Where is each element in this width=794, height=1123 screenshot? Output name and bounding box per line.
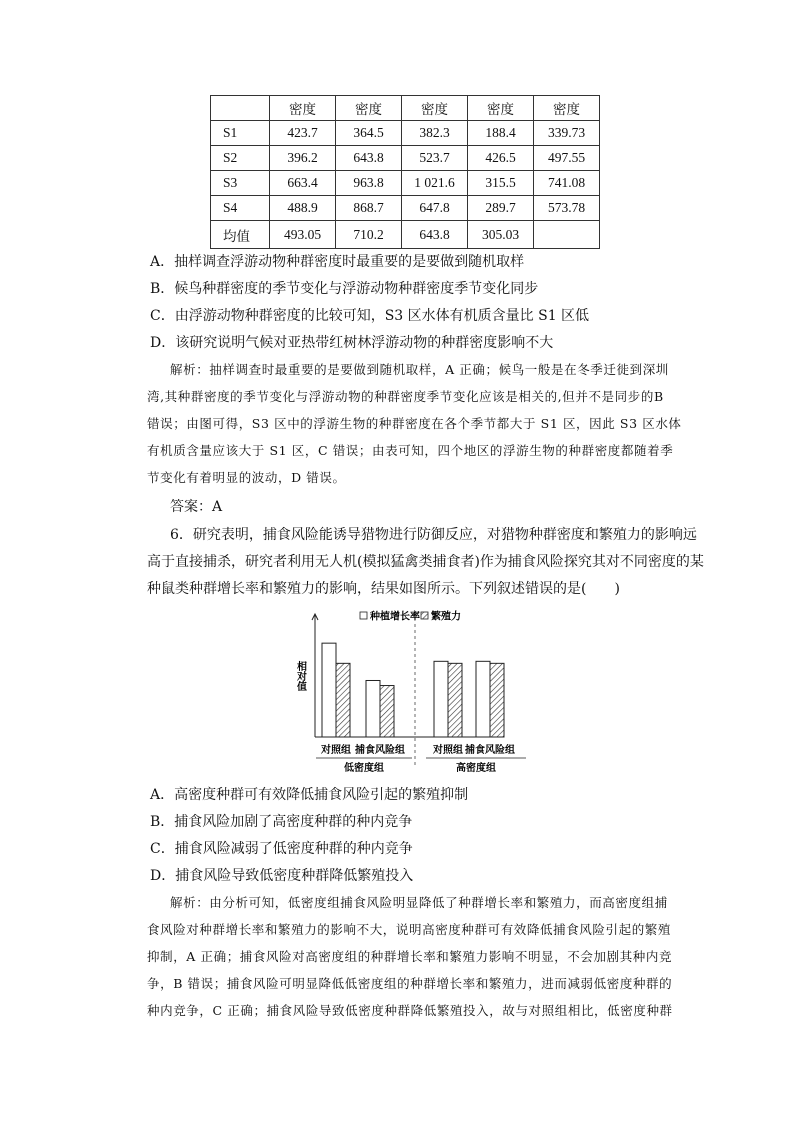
legend-swatch-growth <box>360 612 367 619</box>
legend-swatch-fertility <box>421 612 428 619</box>
table-cell: 643.8 <box>336 146 402 171</box>
category-label: 对照组 <box>433 745 463 756</box>
table-cell: 423.7 <box>270 121 336 146</box>
q5-analysis-line: 湾,其种群密度的季节变化与浮游动物的种群密度季节变化应该是相关的,但并不是同步的B <box>147 389 664 404</box>
table-header-cell: 密度 <box>402 96 468 121</box>
table-row <box>211 146 600 171</box>
table-cell: 497.55 <box>534 146 600 171</box>
q6-analysis-line: 抑制，A 正确；捕食风险对高密度组的种群增长率和繁殖力影响不明显，不会加剧其种内竞 <box>147 949 673 964</box>
q6-option-d: D．捕食风险导致低密度种群降低繁殖投入 <box>150 868 414 884</box>
q5-analysis-line: 解析：抽样调查时最重要的是要做到随机取样，A 正确；候鸟一般是在冬季迁徙到深圳 <box>170 362 669 377</box>
table-cell: 963.8 <box>336 171 402 196</box>
table-cell: 188.4 <box>468 121 534 146</box>
group-label-low: 低密度组 <box>344 763 384 774</box>
table-cell: 523.7 <box>402 146 468 171</box>
table-cell: S1 <box>211 121 270 146</box>
table-cell: 339.73 <box>534 121 600 146</box>
table-cell: 868.7 <box>336 196 402 221</box>
category-label: 捕食风险组 <box>465 745 515 756</box>
table-cell: 573.78 <box>534 196 600 221</box>
table-cell: 493.05 <box>270 221 336 249</box>
y-axis-label: 相对值 <box>294 661 306 691</box>
table-cell: 426.5 <box>468 146 534 171</box>
table-header-row <box>211 96 600 121</box>
table-cell <box>534 221 600 249</box>
table-cell: S3 <box>211 171 270 196</box>
table-cell: S4 <box>211 196 270 221</box>
q6-option-b: B．捕食风险加剧了高密度种群的种内竞争 <box>150 814 413 830</box>
table-cell: 396.2 <box>270 146 336 171</box>
bar-growth-rate <box>476 661 490 737</box>
table-cell: 305.03 <box>468 221 534 249</box>
table-cell: 289.7 <box>468 196 534 221</box>
q5-analysis-line: 错误；由图可得，S3 区中的浮游生物的种群密度在各个季节都大于 S1 区，因此 S3 区水体 <box>147 416 682 431</box>
bar-fertility <box>490 663 504 737</box>
q5-analysis-line: 有机质含量应该大于 S1 区，C 错误；由表可知，四个地区的浮游生物的种群密度都随着季 <box>147 443 674 458</box>
legend-label-fertility: 繁殖力 <box>431 611 461 623</box>
table-cell <box>211 96 270 121</box>
q5-analysis-line: 节变化有着明显的波动，D 错误。 <box>147 470 346 485</box>
bar-growth-rate <box>434 661 448 737</box>
table-cell: 1 021.6 <box>402 171 468 196</box>
table-row <box>211 121 600 146</box>
q6-analysis-line: 争，B 错误；捕食风险可明显降低低密度组的种群增长率和繁殖力，进而减弱低密度种群的 <box>147 976 673 991</box>
table-cell: 647.8 <box>402 196 468 221</box>
table-cell: 均值 <box>211 221 270 249</box>
bar-growth-rate <box>366 680 380 737</box>
table-cell: 741.08 <box>534 171 600 196</box>
table-cell: 364.5 <box>336 121 402 146</box>
q6-analysis-line: 解析：由分析可知，低密度组捕食风险明显降低了种群增长率和繁殖力，而高密度组捕 <box>170 895 668 910</box>
q6-analysis-line: 种内竞争，C 正确；捕食风险导致低密度种群降低繁殖投入，故与对照组相比，低密度种群 <box>147 1003 673 1018</box>
group-label-high: 高密度组 <box>456 763 496 774</box>
q5-option-a: A．抽样调查浮游动物种群密度时最重要的是要做到随机取样 <box>150 254 525 270</box>
density-table <box>210 95 600 249</box>
q6-option-c: C．捕食风险减弱了低密度种群的种内竞争 <box>150 841 413 857</box>
table-cell: 382.3 <box>402 121 468 146</box>
q5-option-c: C．由浮游动物种群密度的比较可知，S3 区水体有机质含量比 S1 区低 <box>150 308 590 324</box>
q6-stem-line: 6．研究表明，捕食风险能诱导猎物进行防御反应，对猎物种群密度和繁殖力的影响远 <box>170 527 697 543</box>
q5-option-b: B．候鸟种群密度的季节变化与浮游动物种群密度季节变化同步 <box>150 281 539 297</box>
q6-stem-line: 高于直接捕杀，研究者利用无人机(模拟猛禽类捕食者)作为捕食风险探究其对不同密度的某 <box>147 554 704 570</box>
legend-label-growth: 种植增长率 <box>370 611 420 623</box>
table-cell: 710.2 <box>336 221 402 249</box>
table-header-cell: 密度 <box>534 96 600 121</box>
table-header-cell: 密度 <box>468 96 534 121</box>
table-cell: 663.4 <box>270 171 336 196</box>
q6-option-a: A．高密度种群可有效降低捕食风险引起的繁殖抑制 <box>150 787 469 803</box>
category-label: 对照组 <box>321 745 351 756</box>
table-cell: S2 <box>211 146 270 171</box>
table-row <box>211 196 600 221</box>
table-row <box>211 221 600 249</box>
bar-fertility <box>448 663 462 737</box>
q5-option-d: D．该研究说明气候对亚热带红树林浮游动物的种群密度影响不大 <box>150 335 554 351</box>
table-cell: 488.9 <box>270 196 336 221</box>
q6-stem-line: 种鼠类种群增长率和繁殖力的影响，结果如图所示。下列叙述错误的是( ) <box>147 581 620 597</box>
table-cell: 315.5 <box>468 171 534 196</box>
table-row <box>211 171 600 196</box>
table-header-cell: 密度 <box>336 96 402 121</box>
q5-answer: 答案：A <box>170 499 223 515</box>
q6-analysis-line: 食风险对种群增长率和繁殖力的影响不大，说明高密度种群可有效降低捕食风险引起的繁殖 <box>147 922 672 937</box>
bar-fertility <box>380 686 394 737</box>
category-label: 捕食风险组 <box>355 745 405 756</box>
bar-chart <box>288 606 528 776</box>
bar-growth-rate <box>322 643 336 737</box>
table-header-cell: 密度 <box>270 96 336 121</box>
bar-fertility <box>336 663 350 737</box>
table-cell: 643.8 <box>402 221 468 249</box>
